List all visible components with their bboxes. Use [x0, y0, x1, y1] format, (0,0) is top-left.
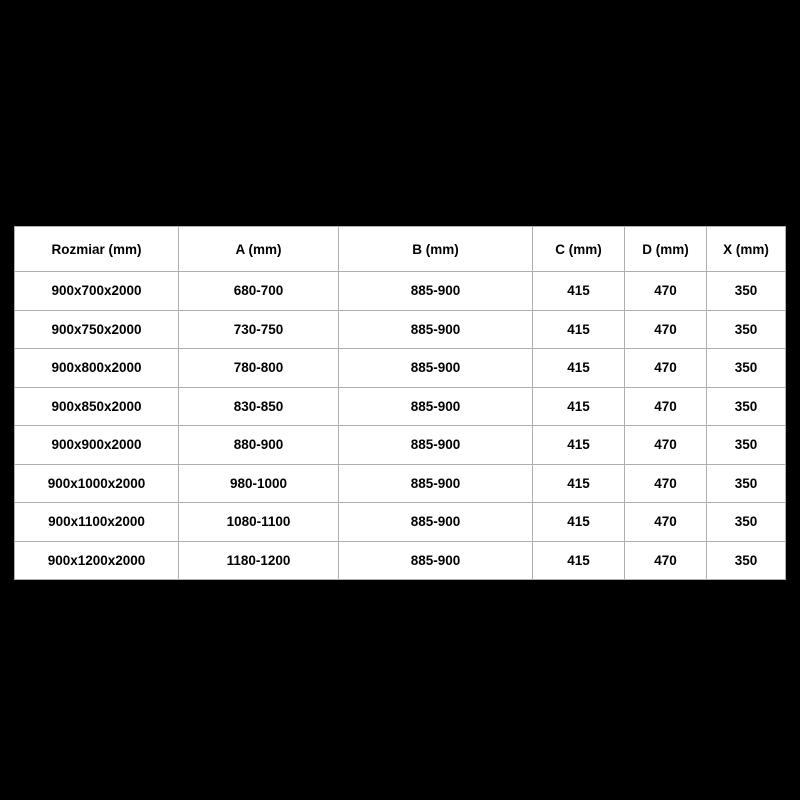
cell-a: 830-850 [179, 387, 339, 426]
specification-table-container [14, 226, 785, 580]
cell-b: 885-900 [339, 387, 533, 426]
cell-size: 900x1000x2000 [15, 464, 179, 503]
cell-a: 780-800 [179, 349, 339, 388]
table-row [15, 387, 786, 426]
cell-d: 470 [625, 541, 707, 580]
cell-size: 900x900x2000 [15, 426, 179, 465]
cell-a: 1180-1200 [179, 541, 339, 580]
table-header-row [15, 227, 786, 272]
cell-x: 350 [707, 387, 786, 426]
table-row [15, 541, 786, 580]
cell-c: 415 [533, 426, 625, 465]
cell-size: 900x750x2000 [15, 310, 179, 349]
cell-size: 900x1100x2000 [15, 503, 179, 542]
column-header-x: X (mm) [707, 227, 786, 272]
cell-x: 350 [707, 503, 786, 542]
cell-c: 415 [533, 272, 625, 311]
table-row [15, 272, 786, 311]
cell-d: 470 [625, 426, 707, 465]
cell-b: 885-900 [339, 349, 533, 388]
specification-table [14, 226, 786, 580]
cell-d: 470 [625, 310, 707, 349]
cell-x: 350 [707, 310, 786, 349]
cell-x: 350 [707, 349, 786, 388]
column-header-c: C (mm) [533, 227, 625, 272]
cell-c: 415 [533, 464, 625, 503]
cell-a: 680-700 [179, 272, 339, 311]
table-row [15, 426, 786, 465]
cell-a: 1080-1100 [179, 503, 339, 542]
cell-c: 415 [533, 310, 625, 349]
cell-size: 900x850x2000 [15, 387, 179, 426]
column-header-a: A (mm) [179, 227, 339, 272]
cell-b: 885-900 [339, 310, 533, 349]
column-header-b: B (mm) [339, 227, 533, 272]
table-header [15, 227, 786, 272]
cell-d: 470 [625, 349, 707, 388]
table-row [15, 464, 786, 503]
cell-b: 885-900 [339, 503, 533, 542]
cell-d: 470 [625, 503, 707, 542]
column-header-d: D (mm) [625, 227, 707, 272]
cell-b: 885-900 [339, 464, 533, 503]
table-row [15, 310, 786, 349]
table-body [15, 272, 786, 580]
cell-x: 350 [707, 272, 786, 311]
cell-d: 470 [625, 464, 707, 503]
cell-c: 415 [533, 349, 625, 388]
table-row [15, 503, 786, 542]
cell-size: 900x800x2000 [15, 349, 179, 388]
table-row [15, 349, 786, 388]
cell-size: 900x700x2000 [15, 272, 179, 311]
cell-size: 900x1200x2000 [15, 541, 179, 580]
cell-x: 350 [707, 464, 786, 503]
cell-b: 885-900 [339, 541, 533, 580]
cell-a: 880-900 [179, 426, 339, 465]
cell-d: 470 [625, 272, 707, 311]
cell-b: 885-900 [339, 272, 533, 311]
cell-d: 470 [625, 387, 707, 426]
cell-x: 350 [707, 541, 786, 580]
column-header-size: Rozmiar (mm) [15, 227, 179, 272]
cell-x: 350 [707, 426, 786, 465]
cell-c: 415 [533, 387, 625, 426]
cell-a: 730-750 [179, 310, 339, 349]
cell-b: 885-900 [339, 426, 533, 465]
cell-c: 415 [533, 503, 625, 542]
cell-c: 415 [533, 541, 625, 580]
cell-a: 980-1000 [179, 464, 339, 503]
